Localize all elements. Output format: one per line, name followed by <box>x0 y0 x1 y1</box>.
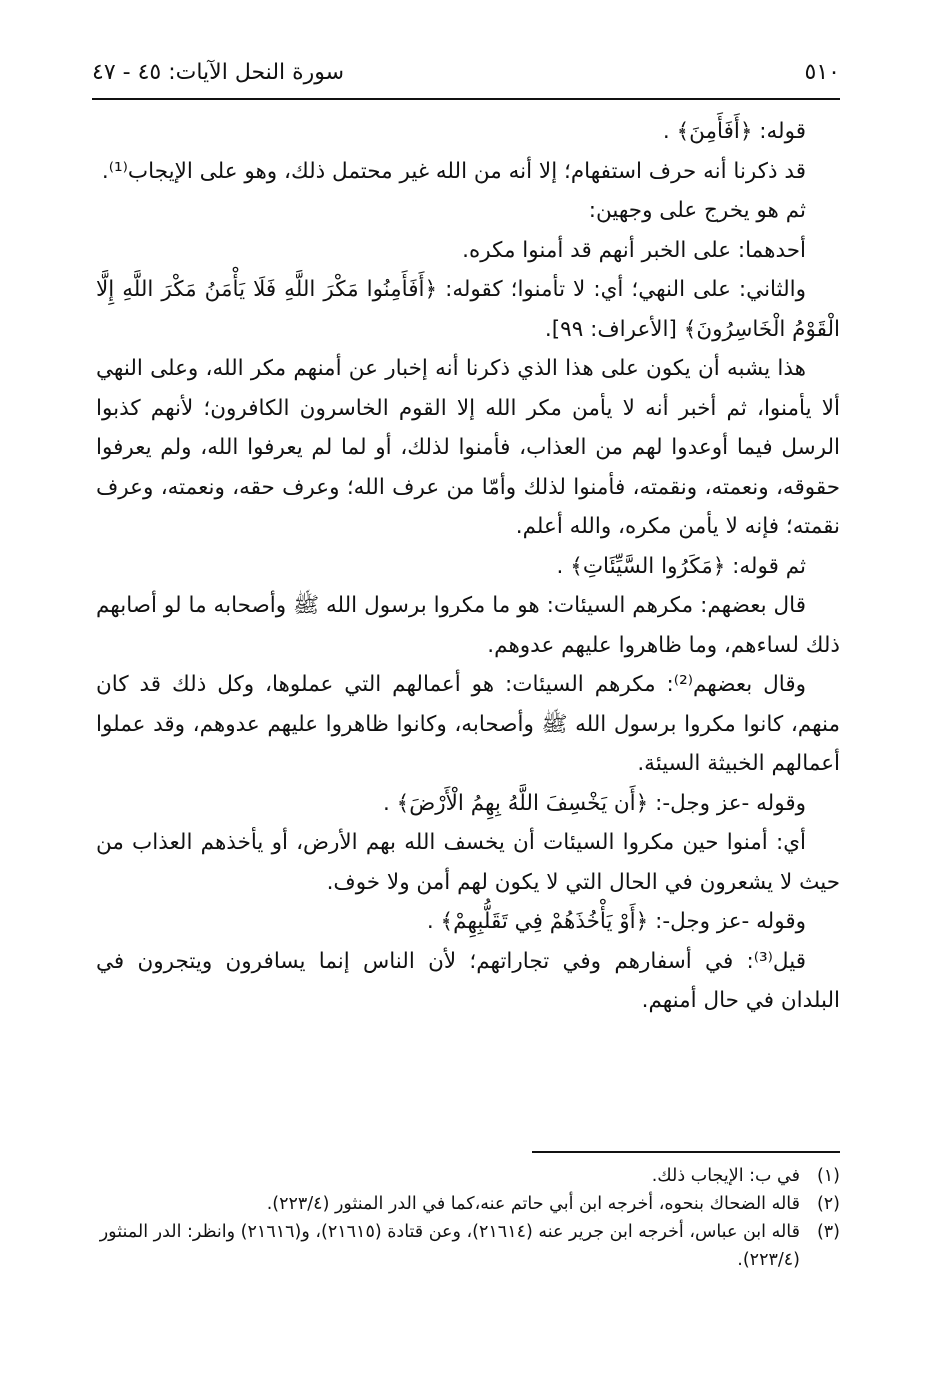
page-header <box>92 58 840 100</box>
footnote-number: (٢) <box>816 1194 840 1214</box>
paragraph: ثم هو يخرج على وجهين: <box>588 198 806 223</box>
paragraph: قوله: ﴿أَفَأَمِنَ﴾ . <box>662 119 806 144</box>
paragraph: قيل⁽³⁾: في أسفارهم وفي تجاراتهم؛ لأن الناس إنما يسافرون ويتجرون في البلدان في حال أمنهم. <box>96 948 840 1013</box>
main-text <box>96 112 840 1021</box>
paragraph: والثاني: على النهي؛ أي: لا تأمنوا؛ كقوله: ﴿أَفَأَمِنُوا مَكْرَ اللَّهِ فَلَا يَأْمَنُ مَكْرَ اللَّهِ إِلَّا الْقَوْمُ الْخَاسِرُونَ﴾ [الأعراف: ٩٩]. <box>96 277 840 342</box>
footnote-3 <box>96 1218 840 1274</box>
paragraph: قال بعضهم: مكرهم السيئات: هو ما مكروا برسول الله ﷺ وأصحابه ما لو أصابهم ذلك لساءهم، وما ظاهروا عليهم عدوهم. <box>96 593 840 658</box>
footnote-text: قاله الضحاك بنحوه، أخرجه ابن أبي حاتم عنه،كما في الدر المنثور (٢٢٣/٤). <box>266 1194 800 1214</box>
paragraph: وقوله -عز وجل-: ﴿أَوْ يَأْخُذَهُمْ فِي تَقَلُّبِهِمْ﴾ . <box>426 909 806 934</box>
footnote-number: (٣) <box>816 1222 840 1242</box>
footnote-1 <box>96 1162 840 1190</box>
paragraph: هذا يشبه أن يكون على هذا الذي ذكرنا أنه إخبار عن أمنهم مكر الله، وعلى النهي ألا يأمنوا، ثم أخبر أنه لا يأمن مكر الله إلا القوم الخاسرون الكافرون؛ لأنهم كذبوا الرسل فيما أوعدوا لهم من العذاب، فأمنوا لذلك، أو لما لم يعرفوا الله، ولم يعرفوا حقوقه، ونعمته، ونقمته، فأمنوا لذلك وأمّا من عرف الله؛ وعرف حقه، ونعمته، وعرف نقمته؛ فإنه لا يأمن مكره، والله أعلم. <box>96 356 840 539</box>
paragraph: قد ذكرنا أنه حرف استفهام؛ إلا أنه من الله غير محتمل ذلك، وهو على الإيجاب⁽¹⁾. <box>101 158 806 184</box>
paragraph: وقوله -عز وجل-: ﴿أَن يَخْسِفَ اللَّهُ بِهِمُ الْأَرْضَ﴾ . <box>383 790 806 816</box>
footnote-text: في ب: الإيجاب ذلك. <box>651 1166 800 1186</box>
footnote-text: قاله ابن عباس، أخرجه ابن جرير عنه (٢١٦١٤)، وعن قتادة (٢١٦١٥)، و(٢١٦١٦) وانظر: الدر المنثور (٢٢٣/٤). <box>99 1222 800 1270</box>
footnotes-divider <box>532 1151 840 1153</box>
running-title: سورة النحل الآيات: ٤٥ - ٤٧ <box>92 60 345 85</box>
paragraph: وقال بعضهم⁽²⁾: مكرهم السيئات: هو أعمالهم التي عملوها، وكل ذلك قد كان منهم، كانوا مكروا برسول الله ﷺ وأصحابه، وكانوا ظاهروا عليهم عدوهم، وقد عملوا أعمالهم الخبيثة السيئة. <box>96 672 840 776</box>
footnote-number: (١) <box>816 1166 840 1186</box>
page-number: ٥١٠ <box>804 60 840 85</box>
footnotes <box>96 1162 840 1274</box>
paragraph: ثم قوله: ﴿مَكَرُوا السَّيِّئَاتِ﴾ . <box>556 553 806 579</box>
paragraph: أحدهما: على الخبر أنهم قد أمنوا مكره. <box>462 237 806 263</box>
paragraph: أي: أمنوا حين مكروا السيئات أن يخسف الله بهم الأرض، أو يأخذهم العذاب من حيث لا يشعرون في الحال التي لا يكون لهم أمن ولا خوف. <box>96 830 840 895</box>
footnote-2 <box>96 1190 840 1218</box>
